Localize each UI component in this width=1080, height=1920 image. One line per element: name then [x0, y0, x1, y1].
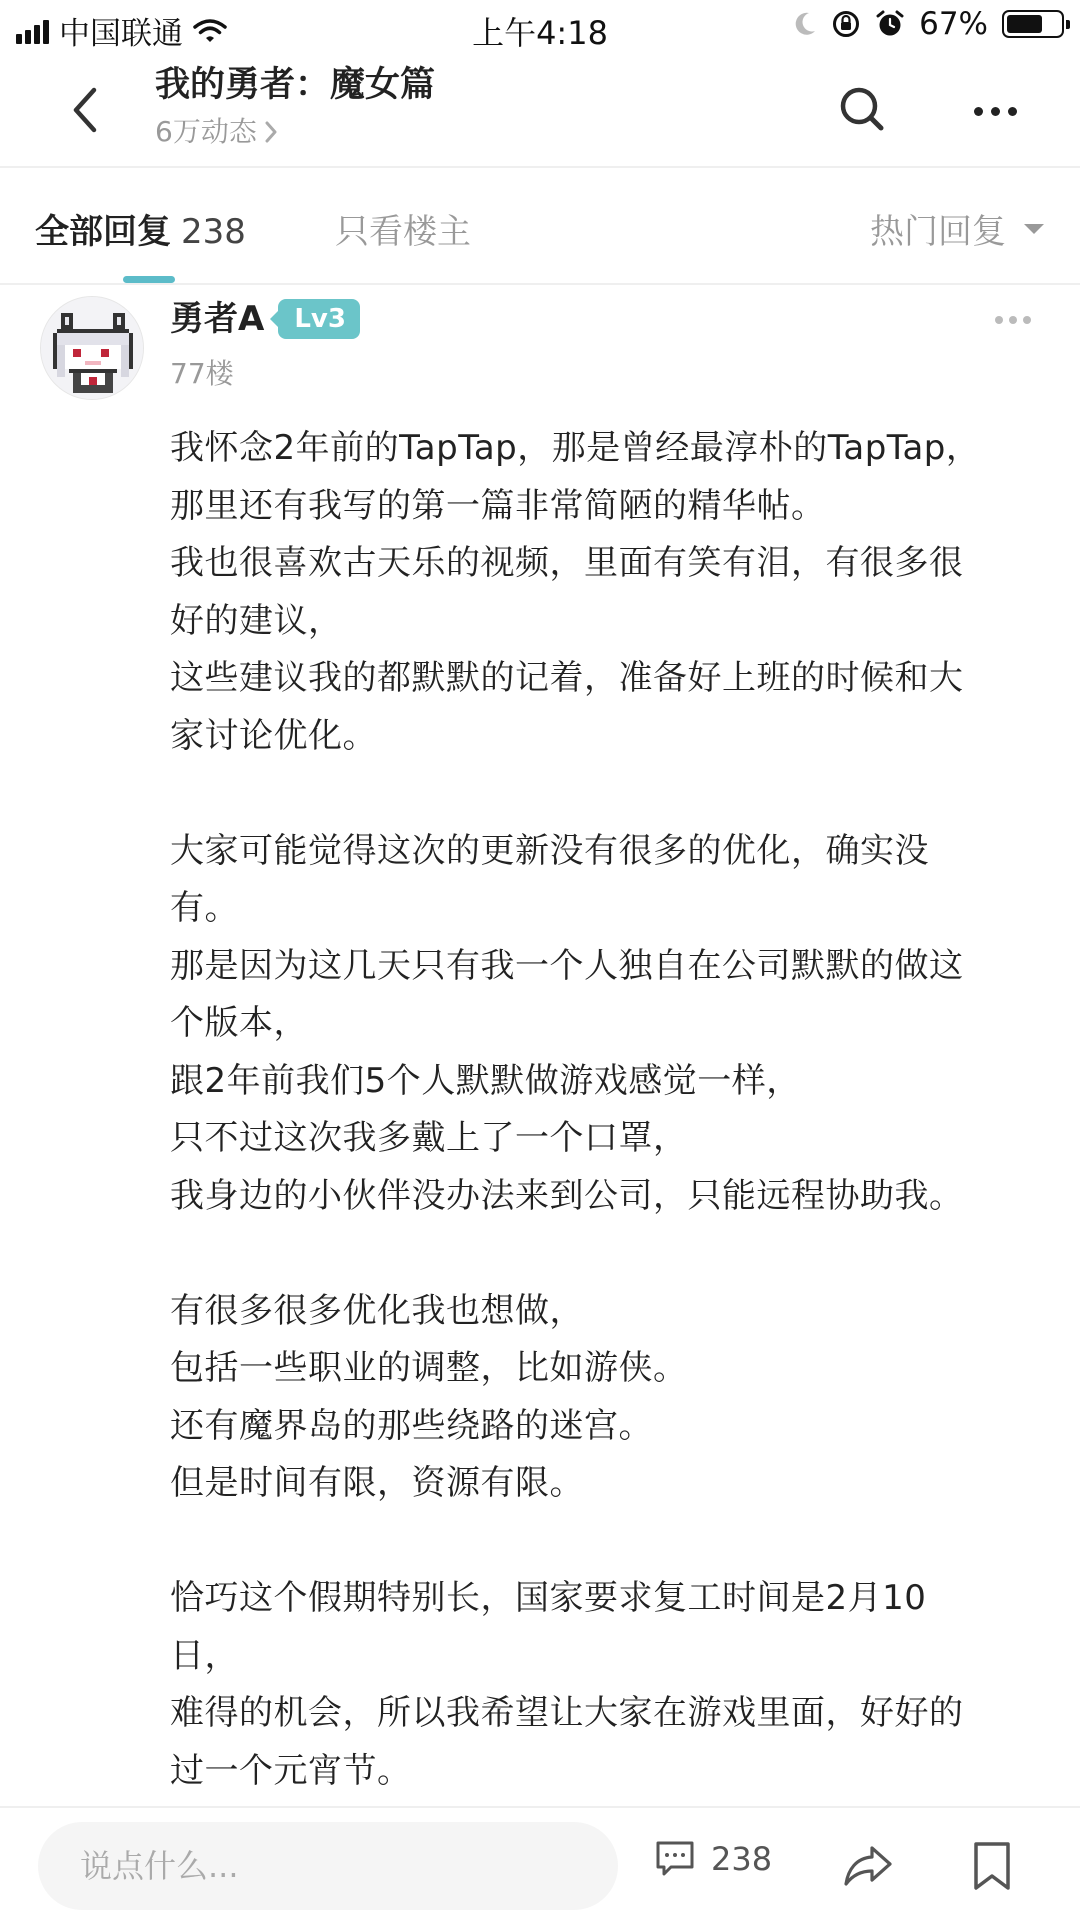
search-icon	[835, 82, 891, 138]
status-time: 上午4:18	[472, 14, 608, 52]
tabs-divider	[0, 283, 1080, 285]
tab-all-replies[interactable]	[35, 204, 246, 253]
status-left	[16, 8, 227, 53]
battery-icon	[1002, 10, 1064, 38]
content-line: 那里还有我写的第一篇非常简陋的精华帖。	[170, 485, 826, 526]
bookmark-icon	[966, 1838, 1018, 1894]
content-line: 个版本，	[170, 1003, 308, 1043]
battery-percent: 67%	[919, 6, 988, 42]
dynamics-link[interactable]	[155, 110, 435, 154]
alarm-icon	[875, 9, 905, 39]
content-line: 大家可能觉得这次的更新没有很多的优化，确实没	[170, 830, 929, 871]
content-line: 只不过这次我多戴上了一个口罩，	[170, 1118, 688, 1158]
content-line: 过一个元宵节。	[170, 1750, 412, 1791]
share-icon	[840, 1838, 896, 1894]
share-button[interactable]	[840, 1838, 896, 1894]
content-line: 好的建议，	[170, 600, 343, 641]
comment-icon	[655, 1840, 695, 1878]
tab-op-only[interactable]: 只看楼主	[335, 212, 471, 252]
content-line: 有很多很多优化我也想做，	[170, 1290, 584, 1331]
search-button[interactable]	[835, 82, 891, 138]
chevron-right-icon	[263, 119, 279, 145]
blank-line	[170, 1225, 1040, 1283]
nav-header	[0, 56, 1080, 166]
content-line: 这些建议我的都默默的记着，准备好上班的时候和大	[170, 658, 964, 698]
more-button[interactable]	[965, 86, 1025, 136]
username[interactable]: 勇者A	[170, 299, 265, 339]
title-block[interactable]	[155, 60, 435, 154]
tab-all-count: 238	[181, 212, 246, 252]
reply-post	[0, 286, 1080, 1806]
more-icon	[974, 107, 983, 116]
blank-line	[170, 1513, 1040, 1571]
page-title: 我的勇者：魔女篇	[155, 65, 436, 105]
blank-line	[170, 765, 1040, 823]
comment-button[interactable]	[655, 1840, 772, 1878]
caret-down-icon	[1024, 224, 1044, 234]
sort-dropdown[interactable]	[870, 204, 1044, 253]
post-more-button[interactable]	[995, 316, 1031, 324]
status-bar	[0, 0, 1080, 56]
content-line: 我身边的小伙伴没办法来到公司，只能远程协助我。	[170, 1175, 964, 1216]
content-line: 包括一些职业的调整，比如游侠。	[170, 1348, 688, 1388]
signal-icon	[16, 18, 49, 44]
dynamics-count: 6万动态	[155, 115, 257, 148]
avatar[interactable]	[40, 296, 144, 400]
content-line: 难得的机会，所以我希望让大家在游戏里面，好好的	[170, 1693, 964, 1733]
carrier-name: 中国联通	[59, 16, 183, 52]
battery-level	[1007, 15, 1042, 33]
rotation-lock-icon	[831, 9, 861, 39]
username-row	[170, 296, 360, 342]
content-line: 我也很喜欢古天乐的视频，里面有笑有泪，有很多很	[170, 543, 964, 583]
content-line: 但是时间有限，资源有限。	[170, 1463, 584, 1503]
moon-icon	[793, 11, 817, 37]
reply-tabs	[0, 168, 1080, 283]
pixel-cat-girl-avatar	[41, 297, 144, 400]
back-button[interactable]	[55, 80, 115, 140]
content-line: 跟2年前我们5个人默默做游戏感觉一样，	[170, 1060, 801, 1101]
content-line: 还有魔界岛的那些绕路的迷宫。	[170, 1405, 653, 1446]
content-line: 我怀念2年前的TapTap，那是曾经最淳朴的TapTap，	[170, 428, 981, 468]
bottom-bar	[0, 1806, 1080, 1920]
sort-label: 热门回复	[870, 212, 1006, 252]
post-content	[170, 420, 1040, 1800]
more-icon	[995, 316, 1003, 324]
tab-active-indicator	[123, 276, 175, 283]
comment-input[interactable]	[38, 1822, 618, 1910]
content-line: 日，	[170, 1635, 239, 1676]
floor-number: 77楼	[170, 357, 234, 390]
content-line: 那是因为这几天只有我一个人独自在公司默默的做这	[170, 945, 964, 986]
comment-count: 238	[711, 1840, 773, 1878]
level-badge: Lv3	[278, 299, 360, 339]
wifi-icon	[193, 18, 227, 44]
status-right	[793, 6, 1064, 42]
bookmark-button[interactable]	[966, 1838, 1018, 1894]
tab-all-label: 全部回复	[35, 212, 171, 252]
content-line: 有。	[170, 888, 239, 928]
content-line: 家讨论优化。	[170, 715, 377, 756]
content-line: 恰巧这个假期特别长，国家要求复工时间是2月10	[170, 1578, 927, 1618]
back-arrow-icon	[70, 86, 100, 134]
